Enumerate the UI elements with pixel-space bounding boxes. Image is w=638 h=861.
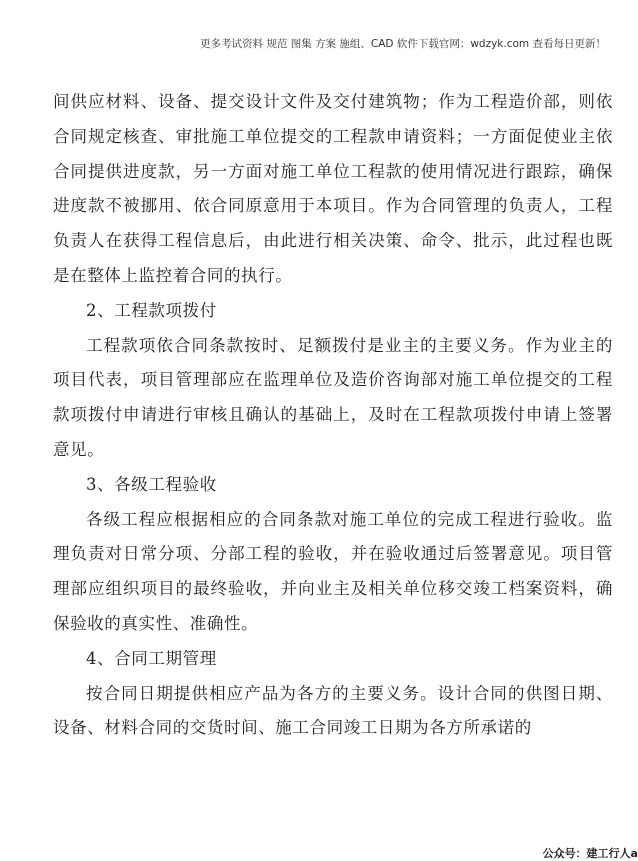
page-header: 更多考试资料 规范 图集 方案 施组、CAD 软件下载官网：wdzyk.com 查看每日更新！	[200, 38, 606, 50]
watermark: 公众号：建工行人a	[535, 845, 638, 861]
heading-acceptance: 3、各级工程验收	[86, 474, 217, 494]
heading-schedule: 4、合同工期管理	[86, 648, 217, 668]
heading-payment: 2、工程款项拨付	[86, 300, 217, 320]
paragraph-payment: 工程款项依合同条款按时、足额拨付是业主的主要义务。作为业主的项目代表，项目管理部应在监理单位及造价咨询部对施工单位提交的工程款项拨付申请进行审核且确认的基础上，及时在工程款项拨付申请上签署意见。	[53, 335, 613, 459]
paragraph-contract-management: 间供应材料、设备、提交设计文件及交付建筑物；作为工程造价部，则依合同规定核查、审批施工单位提交的工程款申请资料；一方面促使业主依合同提供进度款，另一方面对施工单位工程款的使用情况进行跟踪，确保进度款不被挪用、依合同原意用于本项目。作为合同管理的负责人，工程负责人在获得工程信息后，由此进行相关决策、命令、批示，此过程也既是在整体上监控着合同的执行。	[53, 92, 613, 285]
document-body	[53, 85, 613, 746]
paragraph-acceptance: 各级工程应根据相应的合同条款对施工单位的完成工程进行验收。监理负责对日常分项、分部工程的验收，并在验收通过后签署意见。项目管理部应组织项目的最终验收，并向业主及相关单位移交竣工档案资料，确保验收的真实性、准确性。	[53, 509, 613, 633]
paragraph-schedule: 按合同日期提供相应产品为各方的主要义务。设计合同的供图日期、设备、材料合同的交货时间、施工合同竣工日期为各方所承诺的	[53, 683, 613, 738]
